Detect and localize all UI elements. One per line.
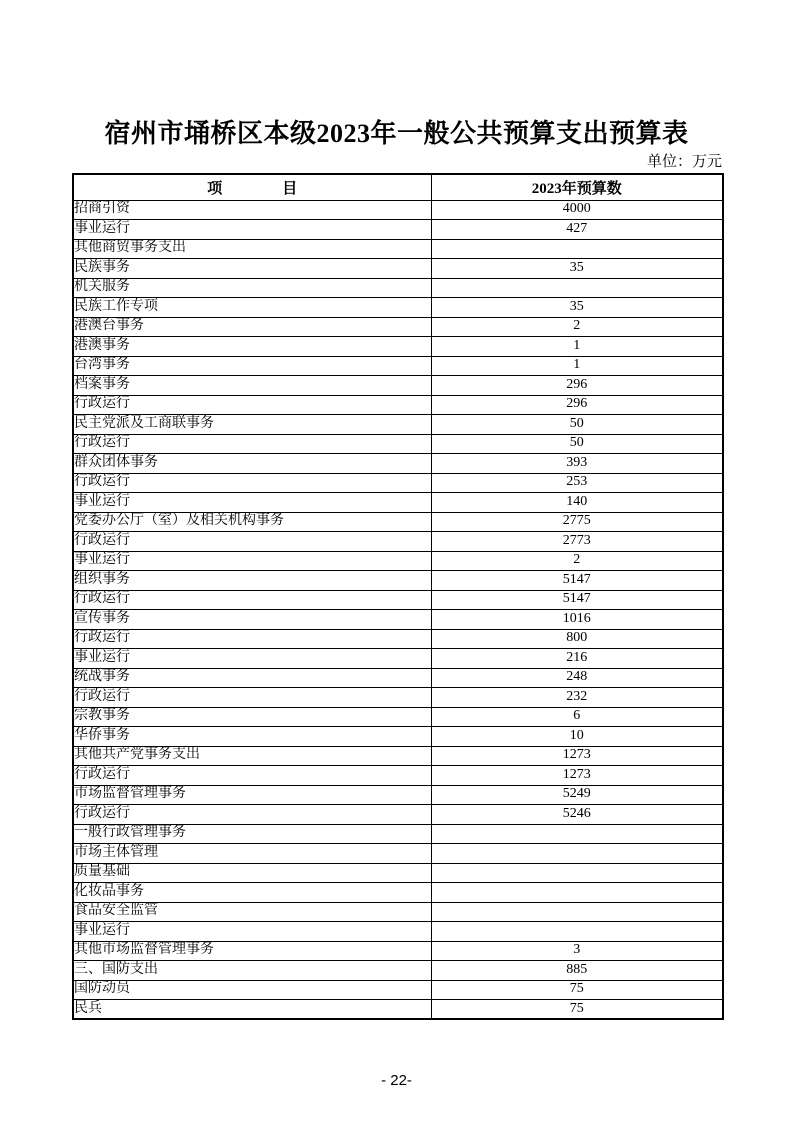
table-row	[73, 785, 723, 805]
table-row	[73, 376, 723, 396]
table-row	[73, 668, 723, 688]
table-row	[73, 239, 723, 259]
table-row	[73, 766, 723, 786]
budget-column-header: 2023年预算数	[431, 174, 723, 200]
table-row	[73, 337, 723, 357]
item-cell: 三、国防支出	[73, 961, 431, 981]
value-cell: 75	[431, 1000, 723, 1020]
value-cell: 2775	[431, 512, 723, 532]
table-row	[73, 200, 723, 220]
value-cell: 2	[431, 317, 723, 337]
table-row	[73, 493, 723, 513]
value-cell	[431, 278, 723, 298]
table-row	[73, 610, 723, 630]
value-cell: 50	[431, 434, 723, 454]
item-cell: 食品安全监管	[73, 902, 431, 922]
item-cell: 党委办公厅（室）及相关机构事务	[73, 512, 431, 532]
table-row	[73, 980, 723, 1000]
item-cell: 港澳台事务	[73, 317, 431, 337]
value-cell: 216	[431, 649, 723, 669]
value-cell: 35	[431, 259, 723, 279]
table-row	[73, 629, 723, 649]
table-row	[73, 473, 723, 493]
table-row	[73, 1000, 723, 1020]
item-cell: 事业运行	[73, 220, 431, 240]
item-cell: 民族事务	[73, 259, 431, 279]
table-row	[73, 941, 723, 961]
item-cell: 招商引资	[73, 200, 431, 220]
value-cell: 140	[431, 493, 723, 513]
value-cell: 75	[431, 980, 723, 1000]
value-cell: 1	[431, 356, 723, 376]
value-cell: 1	[431, 337, 723, 357]
table-row	[73, 844, 723, 864]
value-cell: 2	[431, 551, 723, 571]
unit-note: 单位：万元	[646, 154, 722, 170]
item-cell: 其他市场监督管理事务	[73, 941, 431, 961]
value-cell: 885	[431, 961, 723, 981]
value-cell	[431, 863, 723, 883]
item-cell: 其他商贸事务支出	[73, 239, 431, 259]
table-row	[73, 356, 723, 376]
item-cell: 市场监督管理事务	[73, 785, 431, 805]
value-cell: 3	[431, 941, 723, 961]
table-body	[73, 200, 723, 1019]
item-cell: 事业运行	[73, 649, 431, 669]
value-cell: 2773	[431, 532, 723, 552]
table-row	[73, 551, 723, 571]
item-cell: 宣传事务	[73, 610, 431, 630]
value-cell: 4000	[431, 200, 723, 220]
item-cell: 港澳事务	[73, 337, 431, 357]
value-cell: 232	[431, 688, 723, 708]
item-cell: 统战事务	[73, 668, 431, 688]
table-row	[73, 824, 723, 844]
item-cell: 事业运行	[73, 922, 431, 942]
item-cell: 行政运行	[73, 590, 431, 610]
value-cell	[431, 844, 723, 864]
page-title: 宿州市埇桥区本级2023年一般公共预算支出预算表	[104, 119, 689, 148]
value-cell: 248	[431, 668, 723, 688]
value-cell: 393	[431, 454, 723, 474]
table-row	[73, 317, 723, 337]
table-row	[73, 298, 723, 318]
item-column-header: 项 目	[73, 174, 431, 200]
table-row	[73, 649, 723, 669]
value-cell	[431, 883, 723, 903]
value-cell: 35	[431, 298, 723, 318]
table-row	[73, 746, 723, 766]
value-cell: 5246	[431, 805, 723, 825]
item-cell: 行政运行	[73, 766, 431, 786]
table-row	[73, 707, 723, 727]
table-row	[73, 688, 723, 708]
item-cell: 民兵	[73, 1000, 431, 1020]
table-row	[73, 961, 723, 981]
item-cell: 化妆品事务	[73, 883, 431, 903]
table-row	[73, 902, 723, 922]
table-row	[73, 727, 723, 747]
item-cell: 华侨事务	[73, 727, 431, 747]
table-row	[73, 415, 723, 435]
table-row	[73, 220, 723, 240]
value-cell: 10	[431, 727, 723, 747]
value-cell: 1016	[431, 610, 723, 630]
table-row	[73, 883, 723, 903]
table-row	[73, 805, 723, 825]
item-cell: 行政运行	[73, 473, 431, 493]
item-cell: 事业运行	[73, 493, 431, 513]
item-cell: 市场主体管理	[73, 844, 431, 864]
item-cell: 行政运行	[73, 395, 431, 415]
value-cell: 1273	[431, 766, 723, 786]
item-cell: 民族工作专项	[73, 298, 431, 318]
budget-table	[72, 173, 724, 1020]
value-cell: 296	[431, 376, 723, 396]
table-row	[73, 922, 723, 942]
table-row	[73, 278, 723, 298]
header-row	[73, 174, 723, 200]
value-cell: 5249	[431, 785, 723, 805]
table-row	[73, 863, 723, 883]
item-cell: 行政运行	[73, 629, 431, 649]
item-cell: 其他共产党事务支出	[73, 746, 431, 766]
value-cell	[431, 824, 723, 844]
value-cell: 253	[431, 473, 723, 493]
value-cell	[431, 922, 723, 942]
item-cell: 群众团体事务	[73, 454, 431, 474]
value-cell: 1273	[431, 746, 723, 766]
value-cell: 296	[431, 395, 723, 415]
item-cell: 行政运行	[73, 805, 431, 825]
value-cell	[431, 239, 723, 259]
item-cell: 民主党派及工商联事务	[73, 415, 431, 435]
item-cell: 国防动员	[73, 980, 431, 1000]
page-number: - 22-	[381, 1072, 412, 1089]
item-cell: 宗教事务	[73, 707, 431, 727]
value-cell: 5147	[431, 590, 723, 610]
item-cell: 质量基础	[73, 863, 431, 883]
value-cell: 427	[431, 220, 723, 240]
value-cell: 5147	[431, 571, 723, 591]
item-cell: 一般行政管理事务	[73, 824, 431, 844]
table-row	[73, 590, 723, 610]
item-cell: 台湾事务	[73, 356, 431, 376]
item-cell: 行政运行	[73, 532, 431, 552]
item-cell: 行政运行	[73, 434, 431, 454]
table-row	[73, 532, 723, 552]
table-row	[73, 454, 723, 474]
table-row	[73, 512, 723, 532]
item-cell: 事业运行	[73, 551, 431, 571]
item-cell: 档案事务	[73, 376, 431, 396]
value-cell: 800	[431, 629, 723, 649]
value-cell	[431, 902, 723, 922]
value-cell: 6	[431, 707, 723, 727]
item-cell: 组织事务	[73, 571, 431, 591]
table-row	[73, 434, 723, 454]
value-cell: 50	[431, 415, 723, 435]
item-cell: 机关服务	[73, 278, 431, 298]
item-cell: 行政运行	[73, 688, 431, 708]
table-row	[73, 259, 723, 279]
table-row	[73, 571, 723, 591]
table-row	[73, 395, 723, 415]
